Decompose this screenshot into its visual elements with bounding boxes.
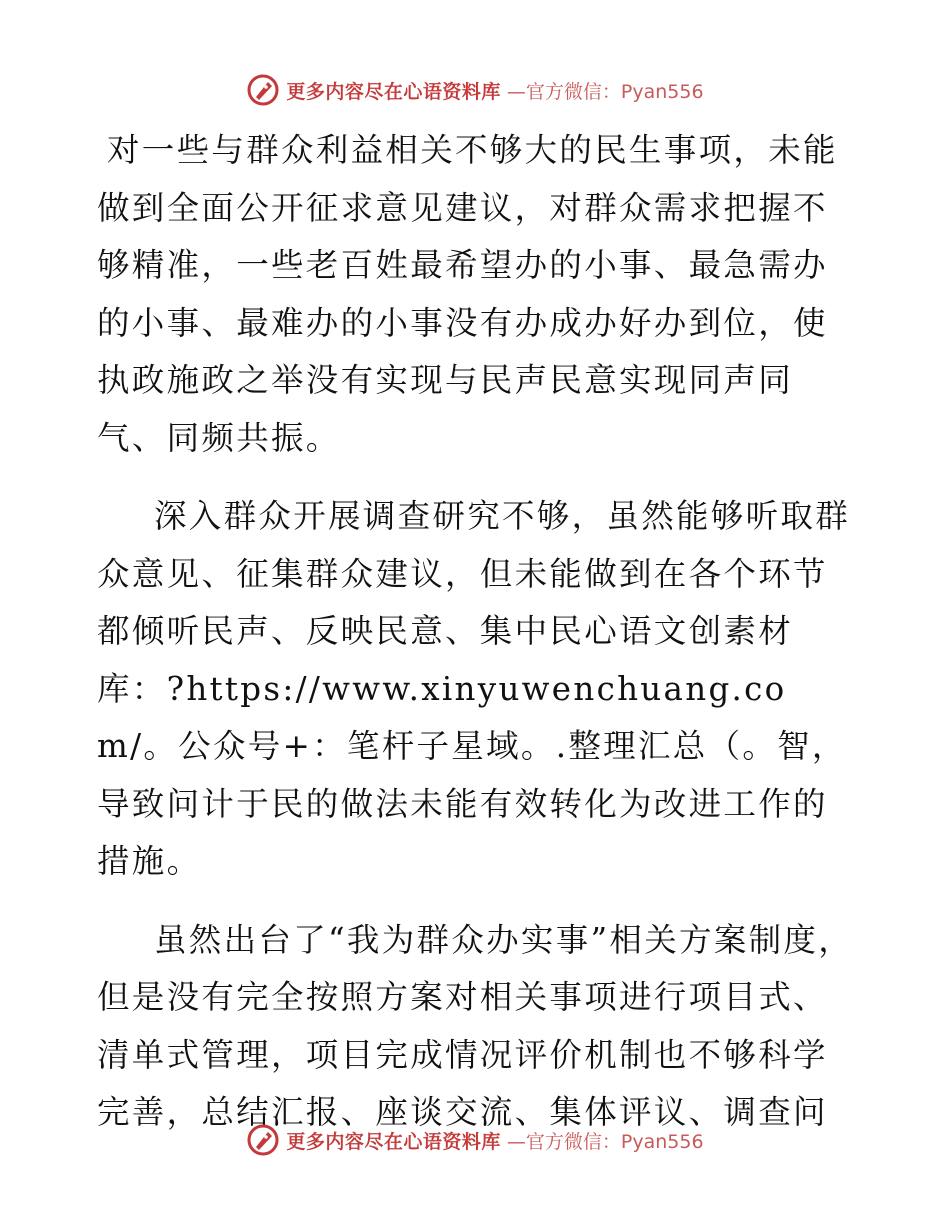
paragraph-3: 虽然出台了“我为群众办实事”相关方案制度，但是没有完全按照方案对相关事项进行项目式、清单式管理，项目完成情况评价机制也不够科学完善，总结汇报、座谈交流、集体评议、调查问 bbox=[97, 920, 854, 1131]
banner-title: 更多内容尽在心语资料库 bbox=[286, 80, 501, 103]
paragraph-2: 深入群众开展调查研究不够，虽然能够听取群众意见、征集群众建议，但未能做到在各个环节都倾听民声、反映民意、集中民心语文创素材库：?https://www.xinyuwenchuang.com/。公众号+：笔杆子星域。.整理汇总（。智，导致问计于民的做法未能有效转化为改进工作的措施。 bbox=[97, 497, 851, 880]
banner-wechat: —官方微信：Pyan556 bbox=[506, 80, 704, 103]
body-text bbox=[97, 122, 857, 1142]
pen-nib-logo-icon bbox=[246, 1123, 280, 1157]
paragraph-1: 对一些与群众利益相关不够大的民生事项，未能做到全面公开征求意见建议，对群众需求把握不够精准，一些老百姓最希望办的小事、最急需办的小事、最难办的小事没有办成办好办到位，使执政施政之举没有实现与民声民意实现同声同气、同频共振。 bbox=[97, 131, 838, 457]
pen-nib-logo-icon bbox=[246, 73, 280, 107]
footer-banner bbox=[0, 1120, 950, 1160]
header-banner bbox=[0, 70, 950, 110]
banner-title: 更多内容尽在心语资料库 bbox=[286, 1130, 501, 1153]
banner-wechat: —官方微信：Pyan556 bbox=[506, 1130, 704, 1153]
